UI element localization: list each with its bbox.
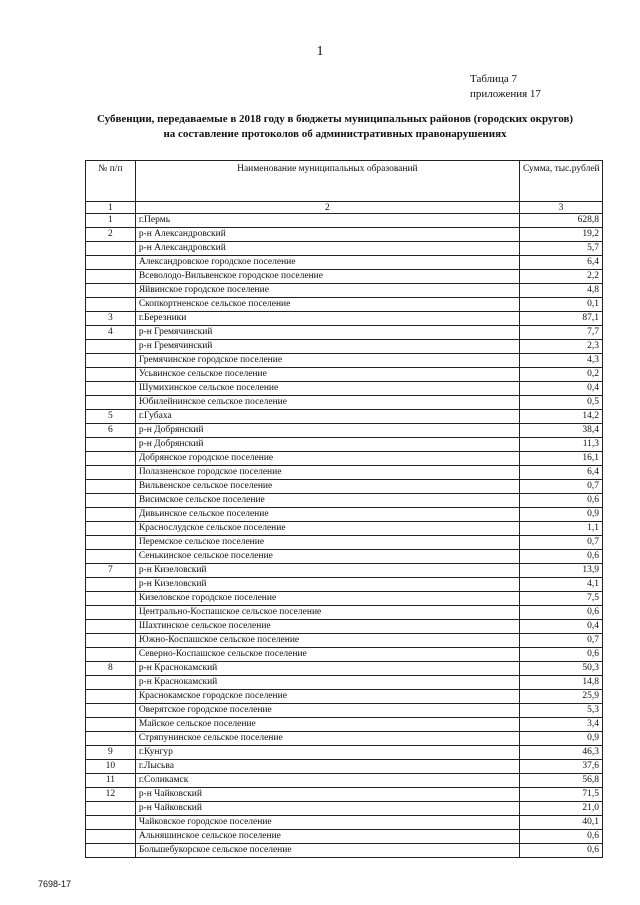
document-number: 7698-17 xyxy=(38,879,72,889)
table-row xyxy=(86,578,603,592)
row-number xyxy=(86,452,136,466)
row-name: Сенькинское сельское поселение xyxy=(135,550,519,564)
row-number: 12 xyxy=(86,788,136,802)
row-sum: 3,4 xyxy=(519,718,602,732)
table-row xyxy=(86,228,603,242)
row-name: Шумихинское сельское поселение xyxy=(135,382,519,396)
row-name: р-н Гремячинский xyxy=(135,326,519,340)
table-row xyxy=(86,592,603,606)
table-row xyxy=(86,354,603,368)
header-name: Наименование муниципальных образований xyxy=(135,161,519,202)
row-sum: 2,3 xyxy=(519,340,602,354)
table-row xyxy=(86,284,603,298)
page-number: 1 xyxy=(316,44,324,59)
row-name: р-н Александровский xyxy=(135,242,519,256)
row-number xyxy=(86,578,136,592)
row-name: Дивьинское сельское поселение xyxy=(135,508,519,522)
row-name: р-н Добрянский xyxy=(135,424,519,438)
row-number: 9 xyxy=(86,746,136,760)
table-row xyxy=(86,466,603,480)
table-row xyxy=(86,410,603,424)
table-row xyxy=(86,340,603,354)
column-number-3: 3 xyxy=(519,202,602,214)
table-row xyxy=(86,312,603,326)
row-name: г.Кунгур xyxy=(135,746,519,760)
table-row xyxy=(86,270,603,284)
row-number xyxy=(86,536,136,550)
row-name: Краснокамское городское поселение xyxy=(135,690,519,704)
row-name: Краснослудское сельское поселение xyxy=(135,522,519,536)
row-name: Большебукорское сельское поселение xyxy=(135,844,519,858)
row-name: р-н Чайковский xyxy=(135,802,519,816)
table-row xyxy=(86,648,603,662)
row-sum: 628,8 xyxy=(519,214,602,228)
row-sum: 2,2 xyxy=(519,270,602,284)
row-name: Шахтинское сельское поселение xyxy=(135,620,519,634)
table-row xyxy=(86,424,603,438)
row-name: Майское сельское поселение xyxy=(135,718,519,732)
row-number xyxy=(86,816,136,830)
row-sum: 19,2 xyxy=(519,228,602,242)
table-row xyxy=(86,438,603,452)
row-sum: 5,7 xyxy=(519,242,602,256)
row-name: Чайковское городское поселение xyxy=(135,816,519,830)
row-number xyxy=(86,606,136,620)
row-sum: 4,8 xyxy=(519,284,602,298)
row-name: Центрально-Коспашское сельское поселение xyxy=(135,606,519,620)
subvention-table xyxy=(85,160,603,858)
row-name: Гремячинское городское поселение xyxy=(135,354,519,368)
row-number xyxy=(86,382,136,396)
table-row xyxy=(86,298,603,312)
row-name: р-н Гремячинский xyxy=(135,340,519,354)
row-name: Перемское сельское поселение xyxy=(135,536,519,550)
row-sum: 0,5 xyxy=(519,396,602,410)
row-number: 11 xyxy=(86,774,136,788)
row-name: Добрянское городское поселение xyxy=(135,452,519,466)
row-number xyxy=(86,242,136,256)
table-row xyxy=(86,382,603,396)
table-row xyxy=(86,606,603,620)
table-row xyxy=(86,690,603,704)
row-sum: 0,7 xyxy=(519,536,602,550)
table-row xyxy=(86,718,603,732)
annex-reference xyxy=(470,72,541,102)
row-sum: 0,2 xyxy=(519,368,602,382)
row-name: Полазненское городское поселение xyxy=(135,466,519,480)
table-body xyxy=(86,214,603,858)
row-number xyxy=(86,284,136,298)
row-sum: 4,1 xyxy=(519,578,602,592)
row-number xyxy=(86,620,136,634)
table-row xyxy=(86,550,603,564)
row-name: р-н Чайковский xyxy=(135,788,519,802)
row-sum: 0,6 xyxy=(519,606,602,620)
row-name: г.Березники xyxy=(135,312,519,326)
row-number: 7 xyxy=(86,564,136,578)
table-row xyxy=(86,214,603,228)
row-number xyxy=(86,270,136,284)
row-number: 3 xyxy=(86,312,136,326)
table-row xyxy=(86,676,603,690)
row-sum: 1,1 xyxy=(519,522,602,536)
row-sum: 0,7 xyxy=(519,480,602,494)
row-name: Северно-Коспашское сельское поселение xyxy=(135,648,519,662)
row-sum: 0,6 xyxy=(519,494,602,508)
row-number xyxy=(86,732,136,746)
row-name: Альняшинское сельское поселение xyxy=(135,830,519,844)
table-row xyxy=(86,452,603,466)
row-sum: 13,9 xyxy=(519,564,602,578)
row-sum: 25,9 xyxy=(519,690,602,704)
table-row xyxy=(86,326,603,340)
column-number-1: 1 xyxy=(86,202,136,214)
row-number xyxy=(86,340,136,354)
table-header-row xyxy=(86,161,603,202)
column-number-row xyxy=(86,202,603,214)
row-name: Висимское сельское поселение xyxy=(135,494,519,508)
row-name: Яйвинское городское поселение xyxy=(135,284,519,298)
row-sum: 40,1 xyxy=(519,816,602,830)
row-sum: 56,8 xyxy=(519,774,602,788)
row-sum: 0,9 xyxy=(519,732,602,746)
row-name: Усьвинское сельское поселение xyxy=(135,368,519,382)
row-number xyxy=(86,522,136,536)
row-sum: 71,5 xyxy=(519,788,602,802)
table-row xyxy=(86,494,603,508)
table-row xyxy=(86,704,603,718)
row-name: Всеволодо-Вильвенское городское поселение xyxy=(135,270,519,284)
row-name: Южно-Коспашское сельское поселение xyxy=(135,634,519,648)
row-number: 2 xyxy=(86,228,136,242)
row-number xyxy=(86,368,136,382)
row-name: р-н Кизеловский xyxy=(135,578,519,592)
row-sum: 14,8 xyxy=(519,676,602,690)
row-number xyxy=(86,830,136,844)
row-sum: 4,3 xyxy=(519,354,602,368)
table-row xyxy=(86,732,603,746)
table-row xyxy=(86,564,603,578)
table-row xyxy=(86,508,603,522)
table-row xyxy=(86,522,603,536)
table-row xyxy=(86,844,603,858)
row-name: Оверятское городское поселение xyxy=(135,704,519,718)
table-row xyxy=(86,242,603,256)
row-sum: 5,3 xyxy=(519,704,602,718)
row-sum: 46,3 xyxy=(519,746,602,760)
row-sum: 37,6 xyxy=(519,760,602,774)
row-sum: 0,6 xyxy=(519,550,602,564)
row-number xyxy=(86,508,136,522)
row-number xyxy=(86,480,136,494)
row-number xyxy=(86,438,136,452)
row-name: Юбилейнинское сельское поселение xyxy=(135,396,519,410)
table-row xyxy=(86,368,603,382)
row-name: Кизеловское городское поселение xyxy=(135,592,519,606)
row-sum: 0,4 xyxy=(519,382,602,396)
row-name: р-н Александровский xyxy=(135,228,519,242)
row-name: р-н Краснокамский xyxy=(135,662,519,676)
table-row xyxy=(86,256,603,270)
row-name: г.Соликамск xyxy=(135,774,519,788)
table-row xyxy=(86,396,603,410)
row-number: 8 xyxy=(86,662,136,676)
row-name: р-н Краснокамский xyxy=(135,676,519,690)
row-number xyxy=(86,592,136,606)
row-sum: 0,7 xyxy=(519,634,602,648)
row-name: р-н Кизеловский xyxy=(135,564,519,578)
document-title-line-1: Субвенции, передаваемые в 2018 году в бюджеты муниципальных районов (городских округов) xyxy=(96,113,574,125)
row-sum: 11,3 xyxy=(519,438,602,452)
table-row xyxy=(86,662,603,676)
row-sum: 50,3 xyxy=(519,662,602,676)
table-row xyxy=(86,802,603,816)
table-row xyxy=(86,760,603,774)
row-name: г.Губаха xyxy=(135,410,519,424)
row-number: 1 xyxy=(86,214,136,228)
row-sum: 87,1 xyxy=(519,312,602,326)
row-number xyxy=(86,550,136,564)
row-number xyxy=(86,802,136,816)
row-number: 4 xyxy=(86,326,136,340)
row-number xyxy=(86,298,136,312)
table-row xyxy=(86,774,603,788)
row-sum: 21,0 xyxy=(519,802,602,816)
row-sum: 14,2 xyxy=(519,410,602,424)
column-number-2: 2 xyxy=(135,202,519,214)
row-sum: 7,5 xyxy=(519,592,602,606)
table-row xyxy=(86,816,603,830)
document-title-line-2: на составление протоколов об административных правонарушениях xyxy=(163,128,507,140)
row-number xyxy=(86,354,136,368)
row-number xyxy=(86,634,136,648)
row-number xyxy=(86,466,136,480)
document-title xyxy=(70,112,600,142)
annex-table-label: Таблица 7 xyxy=(470,73,518,85)
row-number xyxy=(86,256,136,270)
table-row xyxy=(86,788,603,802)
row-sum: 38,4 xyxy=(519,424,602,438)
row-number xyxy=(86,704,136,718)
row-sum: 0,1 xyxy=(519,298,602,312)
row-number: 10 xyxy=(86,760,136,774)
row-sum: 16,1 xyxy=(519,452,602,466)
row-sum: 6,4 xyxy=(519,466,602,480)
table-row xyxy=(86,536,603,550)
row-name: г.Лысьва xyxy=(135,760,519,774)
table-row xyxy=(86,634,603,648)
header-number: № п/п xyxy=(86,161,136,202)
row-name: р-н Добрянский xyxy=(135,438,519,452)
row-name: г.Пермь xyxy=(135,214,519,228)
table-row xyxy=(86,746,603,760)
row-number xyxy=(86,396,136,410)
table-row xyxy=(86,620,603,634)
row-name: Скопкортненское сельское поселение xyxy=(135,298,519,312)
row-number xyxy=(86,494,136,508)
row-name: Александровское городское поселение xyxy=(135,256,519,270)
row-sum: 0,6 xyxy=(519,844,602,858)
row-number xyxy=(86,844,136,858)
row-sum: 0,6 xyxy=(519,648,602,662)
table-row xyxy=(86,830,603,844)
row-sum: 0,9 xyxy=(519,508,602,522)
row-sum: 7,7 xyxy=(519,326,602,340)
row-number xyxy=(86,718,136,732)
row-name: Стряпунинское сельское поселение xyxy=(135,732,519,746)
row-name: Вильвенское сельское поселение xyxy=(135,480,519,494)
row-number xyxy=(86,648,136,662)
row-sum: 0,6 xyxy=(519,830,602,844)
row-sum: 0,4 xyxy=(519,620,602,634)
row-number: 5 xyxy=(86,410,136,424)
row-number xyxy=(86,676,136,690)
row-number: 6 xyxy=(86,424,136,438)
row-sum: 6,4 xyxy=(519,256,602,270)
table-row xyxy=(86,480,603,494)
header-sum: Сумма, тыс.рублей xyxy=(519,161,602,202)
row-number xyxy=(86,690,136,704)
annex-appendix-label: приложения 17 xyxy=(470,88,541,100)
